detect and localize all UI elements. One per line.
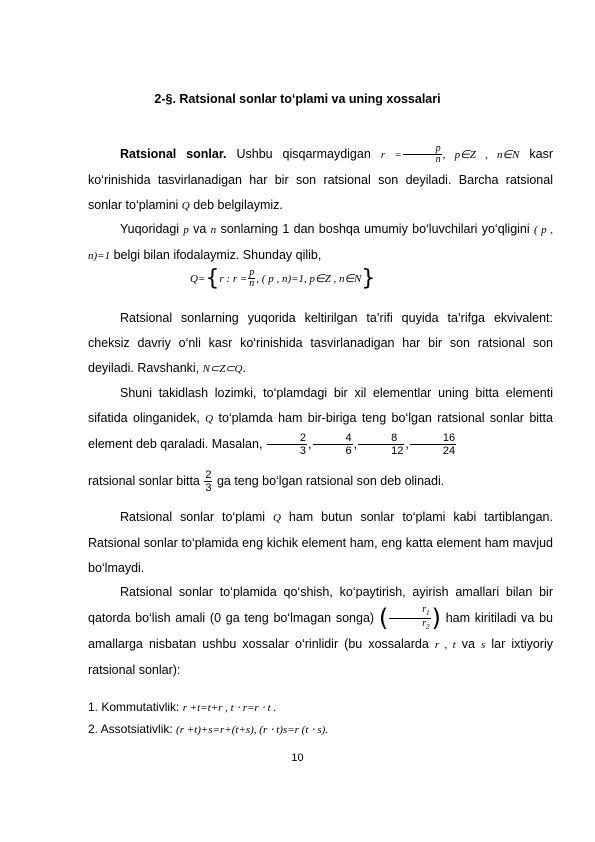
- separator: ,: [405, 437, 409, 451]
- property-formula: r +t=t+r , t ⋅ r=r ⋅ t .: [182, 702, 277, 714]
- denominator: 3: [205, 482, 212, 495]
- denominator: [389, 619, 430, 632]
- formula-conditions: , p∈Z , n∈N: [442, 149, 520, 161]
- text: ratsional sonlar bitta: [88, 474, 204, 488]
- denominator: 3: [299, 445, 307, 458]
- symbol-p: p: [183, 224, 189, 236]
- symbol-Q: Q: [181, 200, 190, 212]
- denominator: 12: [391, 445, 404, 458]
- numerator: [389, 605, 430, 619]
- numerator: 2: [267, 432, 307, 445]
- text: Yuqoridagi: [120, 222, 184, 236]
- brace-open: {: [205, 266, 220, 291]
- numerator: p: [403, 144, 442, 155]
- numerator: 16: [410, 432, 456, 445]
- denominator-var: r: [422, 618, 427, 629]
- text: belgi bilan ifodalaymiz. Shunday qilib,: [110, 248, 322, 262]
- formula-left: Q=: [190, 272, 206, 285]
- numerator-var: r: [422, 604, 427, 615]
- paren-open: (: [378, 604, 389, 632]
- set-definition-formula: [190, 266, 375, 296]
- text: deb belgilaymiz.: [189, 198, 283, 212]
- fraction-r1-r2: [389, 605, 430, 632]
- formula-conditions: , ( p , n)=1, p∈Z , n∈N: [256, 272, 362, 285]
- subscript: 2: [426, 623, 430, 631]
- paren-close: ): [431, 604, 441, 632]
- paragraph-equal-elements: [88, 381, 553, 457]
- paragraph-equal-to-fraction: [88, 469, 553, 494]
- denominator: 6: [345, 445, 352, 458]
- property-label: 2. Assotsiativlik:: [88, 722, 177, 736]
- formula-inner: r : r =: [219, 272, 248, 285]
- fraction-p-n: [403, 144, 442, 165]
- formula-subsets: N⊂Z⊂Q: [202, 363, 243, 375]
- paragraph-coprime: [88, 217, 553, 269]
- symbols-r-t: r , t: [434, 639, 456, 651]
- formula-gcd: ( p , n)=1: [88, 224, 553, 262]
- text: ga teng bo‘lmagan songa): [221, 610, 379, 625]
- denominator: n: [435, 154, 441, 166]
- text: .: [242, 361, 246, 375]
- text: sonlarning 1 dan boshqa umumiy bo‘luvchilari yo‘qligini: [216, 222, 534, 236]
- paragraph-equivalent-definition: [88, 306, 553, 382]
- section-title: 2-§. Ratsional sonlar to‘plami va uning xossalari: [154, 92, 441, 106]
- fraction-example: [267, 432, 307, 457]
- text: to‘plamda ham bir-biriga teng bo‘lgan ratsional sonlar bitta element deb qaraladi. Masalan,: [88, 411, 553, 451]
- text: Ratsional sonlar to‘plami: [120, 510, 274, 524]
- text: Ratsional sonlar to‘plamida qo‘shish, ko‘paytirish, ayirish amallari bilan bir qatorda bo‘lish amali (: [88, 585, 553, 625]
- symbol-n: n: [210, 224, 217, 236]
- formula-r: r =: [380, 149, 402, 161]
- text: ga teng bo‘lgan ratsional son deb olinadi.: [213, 474, 445, 488]
- text: Shuni takidlash lozimki, to‘plamdagi bir xil elementlar uning bitta elementi sifatida olinganidek,: [88, 386, 553, 425]
- denominator: 24: [442, 445, 456, 458]
- text: ham kiritiladi va bu amallarga nisbatan ushbu xossalar o‘rinlidir (bu xossalarda: [88, 610, 553, 651]
- property-label: 1. Kommutativlik:: [88, 700, 183, 714]
- separator: ,: [353, 437, 358, 451]
- numerator: 2: [205, 469, 212, 482]
- paragraph-definition: [88, 142, 553, 219]
- separator: ,: [308, 437, 312, 451]
- fraction-p-n: [248, 268, 255, 289]
- text: lar ixtiyoriy ratsional sonlar):: [88, 637, 553, 677]
- text: ham butun sonlar to‘plami kabi tartiblangan. Ratsional sonlar to‘plamida eng kichik element ham, eng katta element ham mavjud bo‘lmaydi.: [88, 510, 553, 575]
- fraction-example: [358, 432, 404, 457]
- paragraph-operations: [88, 580, 553, 683]
- numerator: 4: [313, 432, 353, 445]
- numerator: p: [249, 267, 255, 278]
- numerator: 8: [358, 432, 404, 445]
- property-commutativity: [88, 700, 276, 714]
- page-number: 10: [291, 752, 304, 764]
- symbol-Q: Q: [273, 512, 281, 524]
- text: va: [455, 637, 481, 651]
- denominator: n: [249, 278, 255, 289]
- text: Ushbu qisqarmaydigan: [226, 147, 381, 161]
- text: Ratsional sonlarning yuqorida keltirilgan ta’rifi quyida ta’rifga ekvivalent: cheksiz davriy o‘nli kasr ko‘rinishida tasvirlanadigan har bir son ratsional son deyiladi. Ravshanki,: [88, 311, 553, 375]
- symbol-s: s: [481, 639, 486, 651]
- zero: 0: [214, 610, 222, 625]
- fraction-example: [313, 432, 353, 457]
- fraction-two-thirds: [204, 469, 212, 494]
- subscript: 1: [426, 609, 430, 617]
- property-formula: (r +t)+s=r+(t+s), (r ⋅ t)s=r (t ⋅ s).: [176, 724, 329, 736]
- brace-close: }: [361, 266, 376, 291]
- text: kasr ko‘rinishida tasvirlanadigan har bir son ratsional son deyiladi. Barcha ratsional sonlar to‘plamini: [88, 147, 554, 212]
- text: va: [188, 222, 211, 236]
- property-associativity: [88, 722, 328, 736]
- paragraph-ordering: [88, 505, 553, 581]
- term-bold: Ratsional sonlar.: [120, 147, 227, 161]
- symbol-Q: Q: [205, 413, 214, 425]
- fraction-example: [410, 432, 456, 457]
